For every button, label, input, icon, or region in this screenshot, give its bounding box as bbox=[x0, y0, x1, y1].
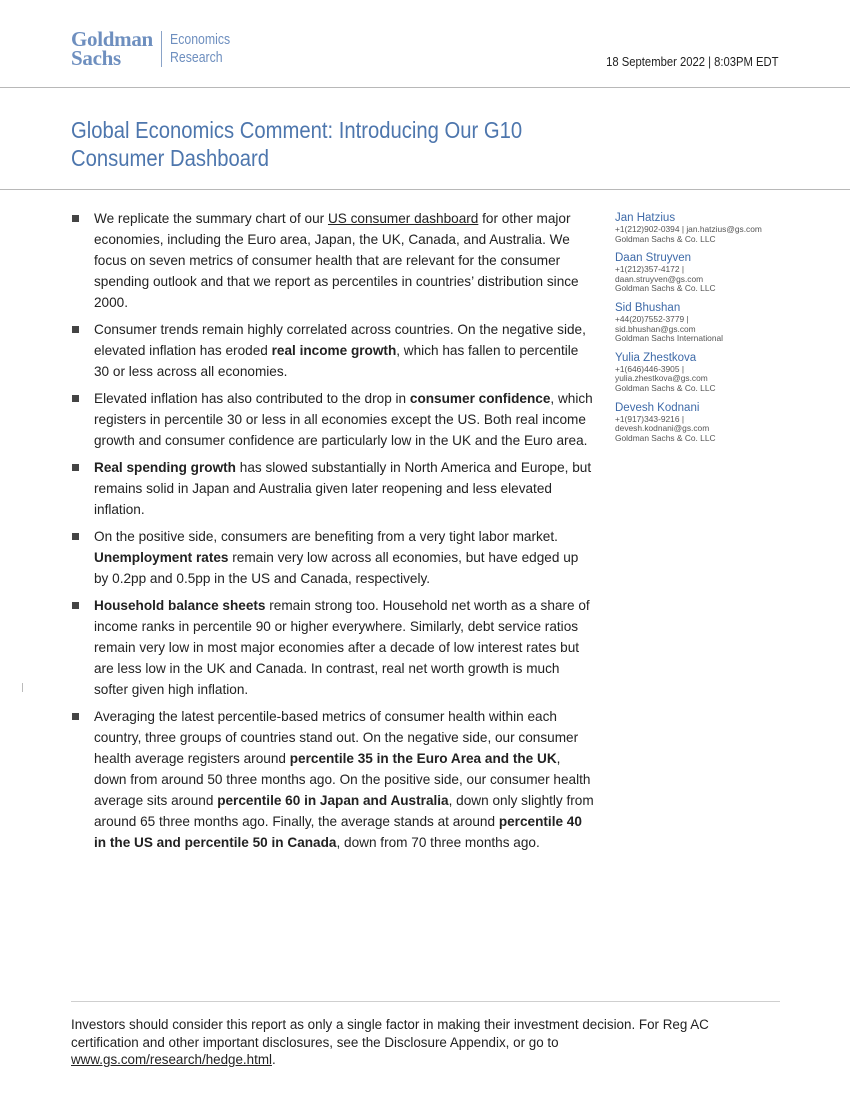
author-phone: +44(20)7552-3779 | bbox=[615, 313, 689, 324]
author-entry bbox=[615, 352, 815, 394]
logo-wordmark: Goldman Sachs bbox=[71, 27, 153, 70]
list-item: Averaging the latest percentile-based metrics of consumer health within each country, three groups of countries stand out. On the negative side, our consumer health average registers around percentile 35 in the Euro Area and the UK, down from around 50 three months ago. On the positive side, our consumer health average sits around percentile 60 in Japan and Australia, down only slightly from around 65 three months ago. Finally, the average stands at around percentile 40 in the US and percentile 50 in Canada, down from 70 three months ago. bbox=[72, 706, 596, 853]
author-firm: Goldman Sachs & Co. LLC bbox=[615, 233, 716, 244]
list-item: Household balance sheets remain strong too. Household net worth as a share of income ranks in percentile 90 or higher everywhere. Similarly, debt service ratios remain very low in most major economies after a decade of low interest rates but are less low in the UK and Canada. In contrast, real net worth growth is much softer given high inflation. bbox=[72, 595, 596, 700]
bullet-marker bbox=[72, 533, 79, 540]
bullet-marker bbox=[72, 326, 79, 333]
bullet-marker bbox=[72, 713, 79, 720]
author-name: Yulia Zhestkova bbox=[615, 351, 697, 364]
author-email: daan.struyven@gs.com bbox=[615, 273, 704, 284]
bullet-marker bbox=[72, 602, 79, 609]
disclosure-link[interactable]: www.gs.com/research/hedge.html bbox=[71, 1052, 272, 1067]
author-email: sid.bhushan@gs.com bbox=[615, 323, 696, 334]
margin-mark bbox=[22, 683, 23, 692]
disclosure-footer: Investors should consider this report as only a single factor in making their investment decision. For Reg AC certification and other important disclosures, see the Disclosure Appendix, or go to www.gs.com/research/hedge.html. bbox=[71, 1017, 709, 1067]
authors-panel bbox=[615, 212, 815, 451]
page-title: Global Economics Comment: Introducing Our G10 Consumer Dashboard bbox=[71, 117, 523, 171]
header-rule bbox=[0, 87, 850, 88]
author-name: Jan Hatzius bbox=[615, 212, 676, 224]
bullet-marker bbox=[72, 395, 79, 402]
author-phone: +1(646)446-3905 | bbox=[615, 363, 684, 374]
author-email: devesh.kodnani@gs.com bbox=[615, 423, 710, 434]
author-entry bbox=[615, 212, 815, 244]
author-name: Daan Struyven bbox=[615, 252, 692, 265]
logo-divider bbox=[161, 31, 162, 67]
key-points-list bbox=[72, 208, 596, 859]
list-item: We replicate the summary chart of our US consumer dashboard for other major economies, including the Euro area, Japan, the UK, Canada, and Australia. We focus on seven metrics of consumer health that are relevant for the consumer spending outlook and that we report as percentiles in countries’ distribution since 2000. bbox=[72, 208, 596, 313]
us-consumer-dashboard-link[interactable]: US consumer dashboard bbox=[327, 211, 479, 226]
list-item: Consumer trends remain highly correlated across countries. On the negative side, elevated inflation has eroded real income growth, which has fallen to percentile 30 or less across all economies. bbox=[72, 319, 596, 382]
author-firm: Goldman Sachs & Co. LLC bbox=[615, 382, 716, 393]
author-phone: +1(212)357-4172 | bbox=[615, 264, 684, 275]
author-contact: +1(212)902-0394 | jan.hatzius@gs.com bbox=[615, 224, 762, 234]
author-entry bbox=[615, 252, 815, 294]
footer-rule bbox=[71, 1001, 780, 1002]
author-firm: Goldman Sachs International bbox=[615, 333, 724, 344]
author-firm: Goldman Sachs & Co. LLC bbox=[615, 283, 716, 294]
author-entry bbox=[615, 302, 815, 344]
author-entry bbox=[615, 402, 815, 444]
author-phone: +1(917)343-9216 | bbox=[615, 413, 684, 424]
author-email: yulia.zhestkova@gs.com bbox=[615, 373, 708, 384]
division-name: Economics Research bbox=[169, 31, 231, 66]
bullet-marker bbox=[72, 464, 79, 471]
author-name: Sid Bhushan bbox=[615, 301, 681, 314]
publication-date: 18 September 2022 | 8:03PM EDT bbox=[606, 55, 779, 69]
list-item: Elevated inflation has also contributed to the drop in consumer confidence, which registers in percentile 30 or less in all economies except the US. Both real income growth and consumer confidence are particularly low in the UK and the Euro area. bbox=[72, 388, 596, 451]
list-item: Real spending growth has slowed substantially in North America and Europe, but remains solid in Japan and Australia given later reopening and less elevated inflation. bbox=[72, 457, 596, 520]
list-item: On the positive side, consumers are benefiting from a very tight labor market. Unemployment rates remain very low across all economies, but have edged up by 0.2pp and 0.5pp in the US and Canada, respectively. bbox=[72, 526, 596, 589]
logo bbox=[71, 27, 243, 70]
title-rule bbox=[0, 189, 850, 190]
author-name: Devesh Kodnani bbox=[615, 401, 700, 414]
bullet-marker bbox=[72, 215, 79, 222]
author-firm: Goldman Sachs & Co. LLC bbox=[615, 432, 716, 443]
